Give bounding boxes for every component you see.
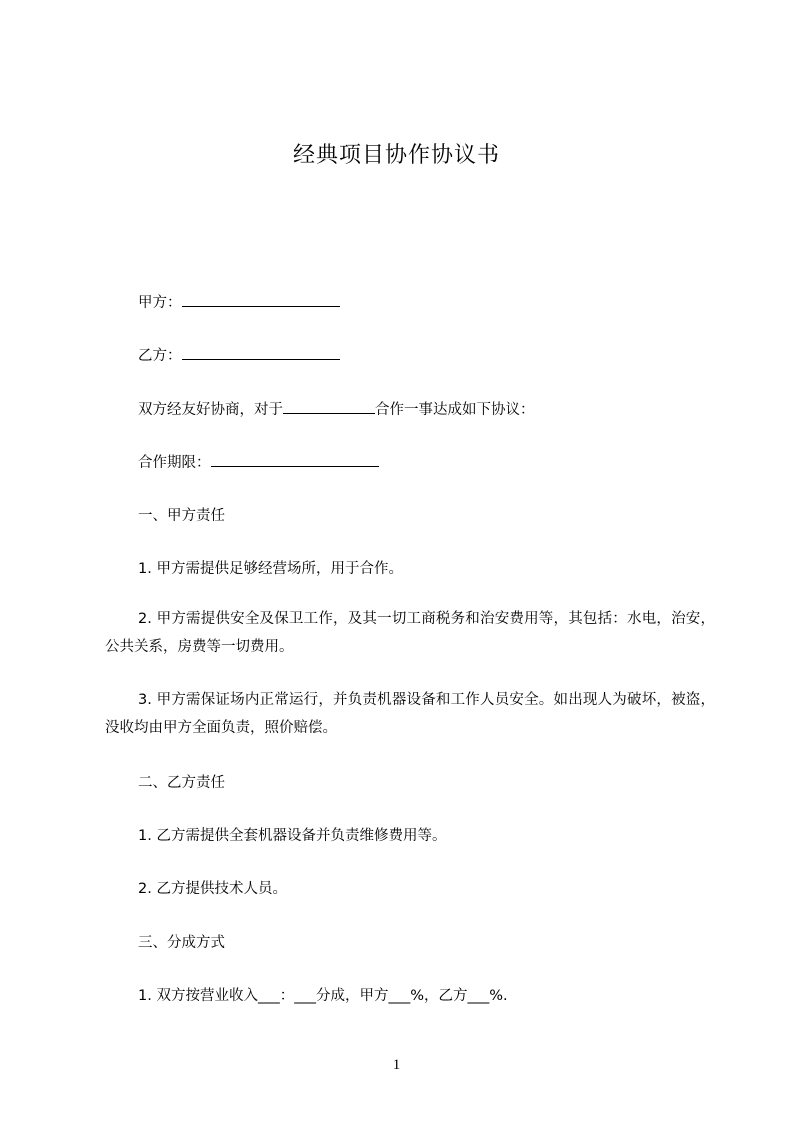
- term-line: [138, 452, 379, 473]
- list-item: 2. 乙方提供技术人员。: [138, 881, 287, 897]
- list-item: 1. 乙方需提供全套机器设备并负责维修费用等。: [138, 828, 447, 844]
- list-item: 1. 甲方需提供足够经营场所，用于合作。: [138, 561, 403, 577]
- document-title: 经典项目协作协议书: [292, 143, 500, 168]
- term-blank[interactable]: [211, 452, 379, 467]
- party-b-label: 乙方：: [138, 348, 182, 364]
- intro-suffix: 合作一事达成如下协议：: [375, 402, 535, 418]
- project-blank[interactable]: [283, 399, 375, 414]
- section-heading: 三、分成方式: [138, 935, 225, 951]
- party-a-line: [138, 292, 340, 313]
- section-heading: 二、乙方责任: [138, 775, 225, 791]
- party-a-label: 甲方：: [138, 295, 182, 311]
- list-item: 3. 甲方需保证场内正常运行，并负责机器设备和工作人员安全。如出现人为破坏，被盗，没收均由甲方全面负责，照价赔偿。: [105, 692, 715, 736]
- intro-line: [138, 399, 535, 420]
- list-item: 1. 双方按营业收入___：___分成，甲方___%，乙方___%.: [138, 988, 508, 1004]
- section-heading: 一、甲方责任: [138, 508, 225, 524]
- list-item: 2. 甲方需提供安全及保卫工作，及其一切工商税务和治安费用等，其包括：水电，治安，公共关系，房费等一切费用。: [105, 611, 715, 655]
- party-a-blank[interactable]: [182, 292, 340, 307]
- term-label: 合作期限：: [138, 455, 211, 471]
- party-b-blank[interactable]: [182, 345, 340, 360]
- intro-prefix: 双方经友好协商，对于: [138, 402, 283, 418]
- party-b-line: [138, 345, 340, 366]
- page-number: 1: [392, 1057, 401, 1073]
